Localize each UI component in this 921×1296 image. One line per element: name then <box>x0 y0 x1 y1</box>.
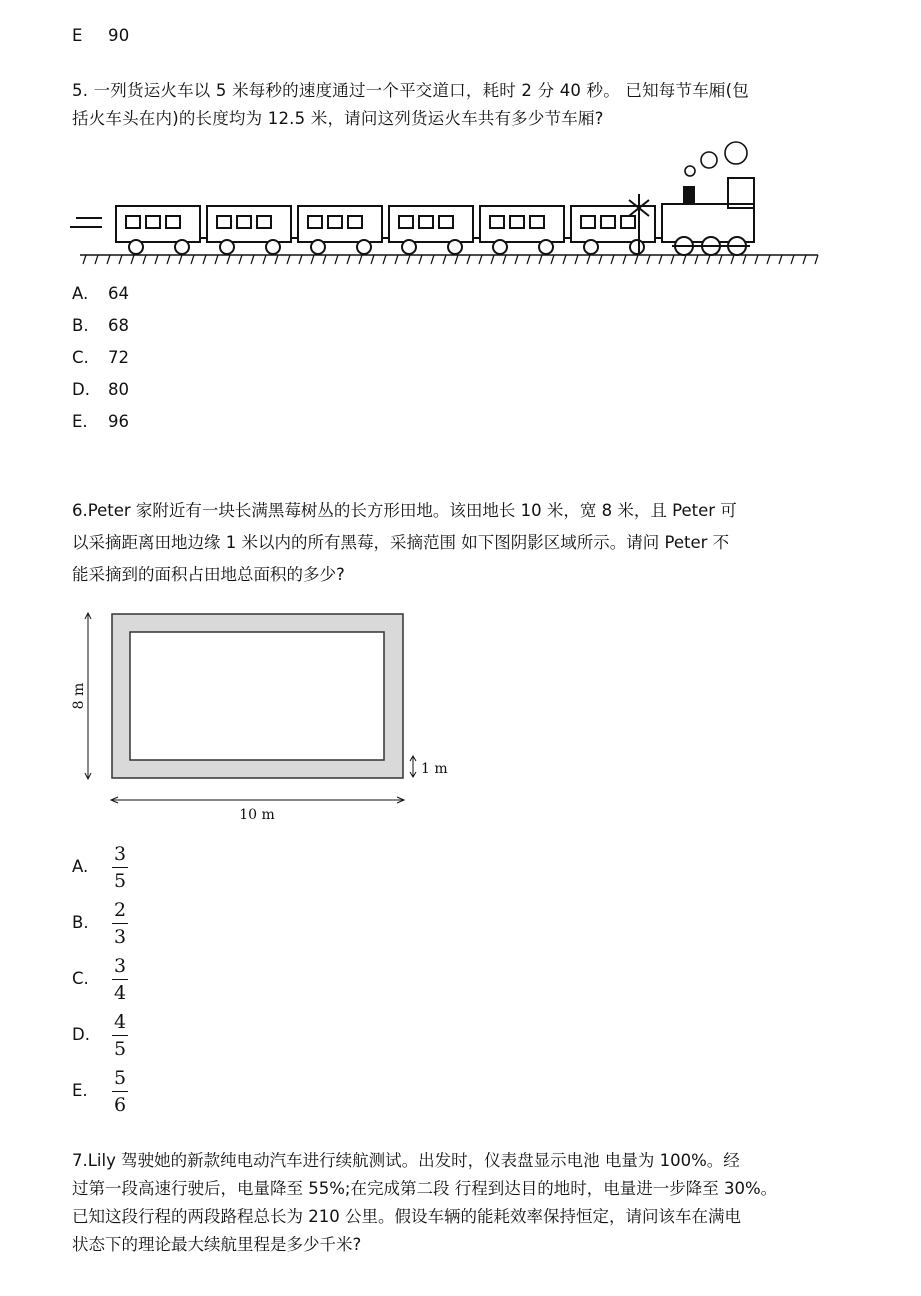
question-6-line-1: 6.Peter 家附近有一块长满黑莓树丛的长方形田地。该田地长 10 米，宽 8 米，且 Peter 可 <box>72 501 737 520</box>
fraction-bar <box>112 1091 128 1092</box>
denominator: 4 <box>113 982 127 1004</box>
question-6-line-2: 以采摘距离田地边缘 1 米以内的所有黑莓，采摘范围 如下图阴影区域所示。请问 Peter 不 <box>72 533 730 552</box>
option-letter: E. <box>72 1081 88 1100</box>
option-letter: D. <box>72 1025 90 1044</box>
question-7-line-2: 过第一段高速行驶后，电量降至 55%;在完成第二段 行程到达目的地时，电量进一步降至 30%。 <box>72 1179 778 1198</box>
numerator: 2 <box>113 899 127 921</box>
fraction-bar <box>112 867 128 868</box>
fraction <box>112 1067 128 1116</box>
fraction <box>112 1011 128 1060</box>
question-7-line-4: 状态下的理论最大续航里程是多少千米? <box>72 1235 362 1254</box>
option-letter: B. <box>72 913 89 932</box>
question-6-text <box>72 495 862 591</box>
fraction-bar <box>112 923 128 924</box>
fraction-bar <box>112 979 128 980</box>
question-7-line-1: 7.Lily 驾驶她的新款纯电动汽车进行续航测试。出发时，仪表盘显示电池 电量为 100%。经 <box>72 1151 740 1170</box>
option-letter: A. <box>72 857 89 876</box>
q5-option-a[interactable] <box>72 282 129 306</box>
question-5-text <box>72 77 852 133</box>
option-value: 96 <box>108 412 129 431</box>
numerator: 4 <box>113 1011 127 1033</box>
question-7-text <box>72 1147 872 1259</box>
option-value: 80 <box>108 380 129 399</box>
option-letter: E. <box>72 412 88 431</box>
q5-option-e[interactable] <box>72 410 129 434</box>
option-value: 64 <box>108 284 129 303</box>
q5-option-c[interactable] <box>72 346 129 370</box>
option-letter: D. <box>72 380 90 399</box>
train-illustration <box>66 138 826 268</box>
unpickable-area <box>130 632 384 760</box>
q5-option-b[interactable] <box>72 314 129 338</box>
numerator: 3 <box>113 955 127 977</box>
option-letter: C. <box>72 969 89 988</box>
numerator: 5 <box>113 1067 127 1089</box>
question-5-line-2: 括火车头在内)的长度均为 12.5 米，请问这列货运火车共有多少节车厢? <box>72 109 604 128</box>
fraction <box>112 955 128 1004</box>
question-7-line-3: 已知这段行程的两段路程总长为 210 公里。假设车辆的能耗效率保持恒定，请问该车在满电 <box>72 1207 741 1226</box>
option-letter: C. <box>72 348 89 367</box>
question-6-line-3: 能采摘到的面积占田地总面积的多少? <box>72 565 345 584</box>
field-figure <box>71 606 464 828</box>
numerator: 3 <box>113 843 127 865</box>
denominator: 3 <box>113 926 127 948</box>
option-value: 90 <box>108 26 130 45</box>
option-letter: B. <box>72 316 89 335</box>
question-5-line-1: 5. 一列货运火车以 5 米每秒的速度通过一个平交道口，耗时 2 分 40 秒。 已知每节车厢(包 <box>72 81 749 100</box>
height-label: 8 m <box>71 682 87 710</box>
denominator: 5 <box>113 1038 127 1060</box>
option-letter: A. <box>72 284 89 303</box>
option-letter: E <box>72 26 83 45</box>
denominator: 6 <box>113 1094 127 1116</box>
option-value: 68 <box>108 316 129 335</box>
q5-option-d[interactable] <box>72 378 129 402</box>
width-label: 10 m <box>239 807 275 823</box>
prev-option-e <box>72 22 129 50</box>
fraction <box>112 899 128 948</box>
fraction <box>112 843 128 892</box>
denominator: 5 <box>113 870 127 892</box>
option-value: 72 <box>108 348 129 367</box>
fraction-bar <box>112 1035 128 1036</box>
border-label: 1 m <box>421 761 448 777</box>
